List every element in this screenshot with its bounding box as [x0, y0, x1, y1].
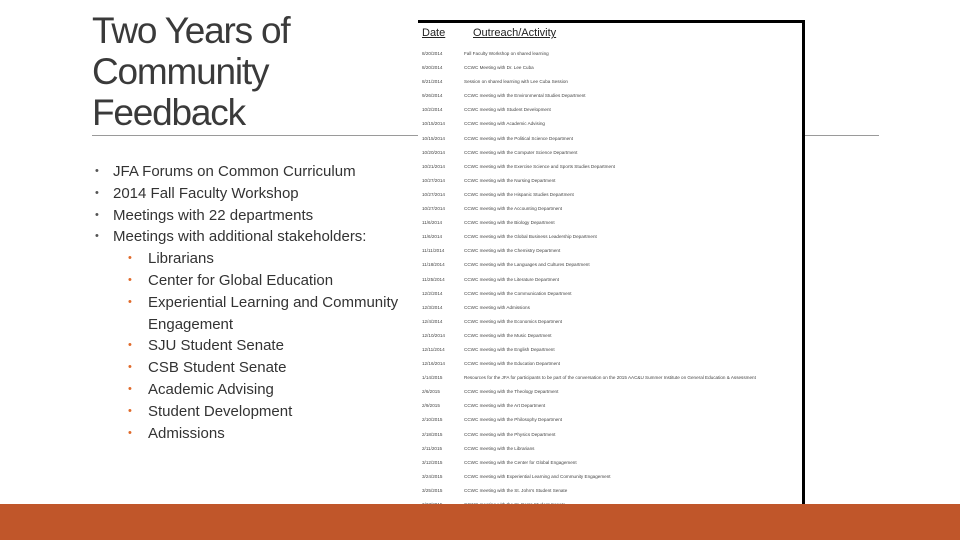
row-date: 12/4/2014: [422, 318, 443, 324]
table-header: [418, 25, 802, 41]
row-date: 11/18/2014: [422, 262, 445, 268]
row-date: 2/6/2015: [422, 389, 440, 395]
row-activity: CCWC meeting with the Art Department: [464, 403, 546, 409]
table-row: [418, 386, 802, 400]
table-row: [418, 175, 802, 189]
table-row: [418, 443, 802, 457]
row-activity: CCWC meeting with the Global Business Leadership Department: [464, 234, 597, 240]
row-date: 1/14/2015: [422, 375, 443, 381]
footer-bar: [0, 504, 960, 540]
bullet-item: • Meetings with 22 departments: [92, 205, 412, 227]
table-row: [418, 316, 802, 330]
row-activity: CCWC meeting with Student Development: [464, 107, 551, 113]
table-row: [418, 147, 802, 161]
row-date: 2/10/2015: [422, 417, 443, 423]
row-date: 10/27/2014: [422, 177, 445, 183]
table-row: [418, 104, 802, 118]
row-activity: CCWC Meeting with Dr. Lee Cuba: [464, 65, 534, 71]
row-activity: CCWC meeting with the Languages and Cultures Department: [464, 262, 590, 268]
table-row: [418, 62, 802, 76]
row-activity: Resources for the JFA for participants to be part of the conversation on the 2015 AAC&U Summer Institute on General Education & Assessment: [464, 375, 756, 381]
slide-title: Two Years of Community Feedback: [92, 10, 290, 133]
row-activity: Fall Faculty Workshop on shared learning: [464, 51, 549, 56]
table-row: [418, 118, 802, 132]
table-row: [418, 274, 802, 288]
sub-bullet-item: • Admissions: [113, 423, 412, 445]
row-date: 8/20/2014: [422, 51, 443, 56]
row-date: 11/11/2014: [422, 248, 445, 254]
row-date: 10/15/2014: [422, 135, 445, 141]
row-date: 10/2/2014: [422, 107, 443, 113]
row-activity: CCWC meeting with Admissions: [464, 304, 530, 310]
row-activity: CCWC meeting with the Center for Global Engagement: [464, 459, 577, 465]
table-row: [418, 330, 802, 344]
row-date: 8/20/2014: [422, 65, 443, 71]
table-row: [418, 76, 802, 90]
table-row: [418, 429, 802, 443]
row-activity: CCWC meeting with the Education Department: [464, 361, 560, 367]
row-date: 9/26/2014: [422, 93, 443, 99]
row-activity: CCWC meeting with the Literature Department: [464, 276, 559, 282]
row-date: 2/9/2015: [422, 403, 440, 409]
row-date: 10/15/2014: [422, 121, 445, 127]
table-row: [418, 414, 802, 428]
row-date: 11/6/2014: [422, 234, 443, 240]
row-activity: CCWC meeting with the English Department: [464, 346, 555, 352]
row-date: 2/18/2015: [422, 431, 443, 437]
row-date: 10/20/2014: [422, 149, 445, 155]
row-activity: CCWC meeting with the Physics Department: [464, 431, 556, 437]
sub-bullet-item: • Academic Advising: [113, 379, 412, 401]
row-activity: CCWC meeting with the St. John's Student Senate: [464, 487, 568, 493]
row-activity: CCWC meeting with the Communication Department: [464, 290, 572, 296]
row-activity: Session on shared learning with Lee Cuba Session: [464, 79, 568, 85]
row-activity: CCWC meeting with the Political Science Department: [464, 135, 574, 141]
row-activity: CCWC meeting with the Nursing Department: [464, 177, 556, 183]
row-date: 3/12/2015: [422, 459, 443, 465]
table-row: [418, 48, 802, 62]
table-row: [418, 259, 802, 273]
row-date: 10/27/2014: [422, 206, 445, 212]
table-row: [418, 302, 802, 316]
row-activity: CCWC meeting with the Theology Department: [464, 389, 559, 395]
bullet-list: [92, 161, 412, 444]
table-row: [418, 245, 802, 259]
table-row: [418, 400, 802, 414]
table-row: [418, 161, 802, 175]
row-activity: CCWC meeting with the Librarians: [464, 445, 535, 451]
table-row: [418, 358, 802, 372]
bullet-item-label: Meetings with additional stakeholders:: [113, 228, 367, 246]
sub-bullet-list: [113, 248, 412, 444]
row-activity: CCWC meeting with the Computer Science Department: [464, 149, 578, 155]
sub-bullet-item: • Student Development: [113, 401, 412, 423]
table-row: [418, 203, 802, 217]
row-date: 12/16/2014: [422, 361, 445, 367]
row-activity: CCWC meeting with the Exercise Science and Sports Studies Department: [464, 163, 615, 169]
bullet-item: • 2014 Fall Faculty Workshop: [92, 183, 412, 205]
sub-bullet-item: • Center for Global Education: [113, 270, 412, 292]
row-date: 12/11/2014: [422, 346, 445, 352]
row-date: 2/11/2015: [422, 445, 443, 451]
table-row: [418, 217, 802, 231]
table-body: [418, 48, 802, 527]
row-activity: CCWC meeting with Academic Advising: [464, 121, 545, 127]
row-activity: CCWC meeting with the Accounting Department: [464, 206, 563, 212]
bullet-item: • JFA Forums on Common Curriculum: [92, 161, 412, 183]
table-row: [418, 189, 802, 203]
row-activity: CCWC meeting with Experiential Learning and Community Engagement: [464, 473, 611, 479]
row-activity: CCWC meeting with the Philosophy Department: [464, 417, 563, 423]
row-date: 12/3/2014: [422, 304, 443, 310]
header-date: Date: [422, 27, 446, 39]
header-activity: Outreach/Activity: [473, 27, 557, 39]
row-date: 12/2/2014: [422, 290, 443, 296]
table-row: [418, 344, 802, 358]
sub-bullet-item: • Experiential Learning and Community Engagement: [113, 292, 412, 336]
row-date: 10/21/2014: [422, 163, 445, 169]
row-date: 8/21/2014: [422, 79, 443, 85]
table-row: [418, 372, 802, 386]
row-date: 3/24/2015: [422, 473, 443, 479]
row-activity: CCWC meeting with the Chemistry Department: [464, 248, 561, 254]
table-row: [418, 133, 802, 147]
sub-bullet-item: • SJU Student Senate: [113, 335, 412, 357]
row-activity: CCWC meeting with the Hispanic Studies Department: [464, 191, 574, 197]
row-activity: CCWC meeting with the Music Department: [464, 332, 552, 338]
row-date: 11/25/2014: [422, 276, 445, 282]
row-activity: CCWC meeting with the Economics Department: [464, 318, 563, 324]
row-date: 3/25/2015: [422, 487, 443, 493]
bullet-item: [92, 226, 412, 444]
table-row: [418, 471, 802, 485]
row-date: 12/10/2014: [422, 332, 445, 338]
sub-bullet-item: • Librarians: [113, 248, 412, 270]
table-row: [418, 90, 802, 104]
table-row: [418, 485, 802, 499]
table-row: [418, 288, 802, 302]
table-row: [418, 231, 802, 245]
row-date: 11/6/2014: [422, 220, 443, 226]
row-date: 10/27/2014: [422, 191, 445, 197]
row-activity: CCWC meeting with the Biology Department: [464, 220, 555, 226]
table-row: [418, 457, 802, 471]
row-activity: CCWC meeting with the Environmental Studies Department: [464, 93, 586, 99]
outreach-table: [418, 20, 805, 516]
sub-bullet-item: • CSB Student Senate: [113, 357, 412, 379]
